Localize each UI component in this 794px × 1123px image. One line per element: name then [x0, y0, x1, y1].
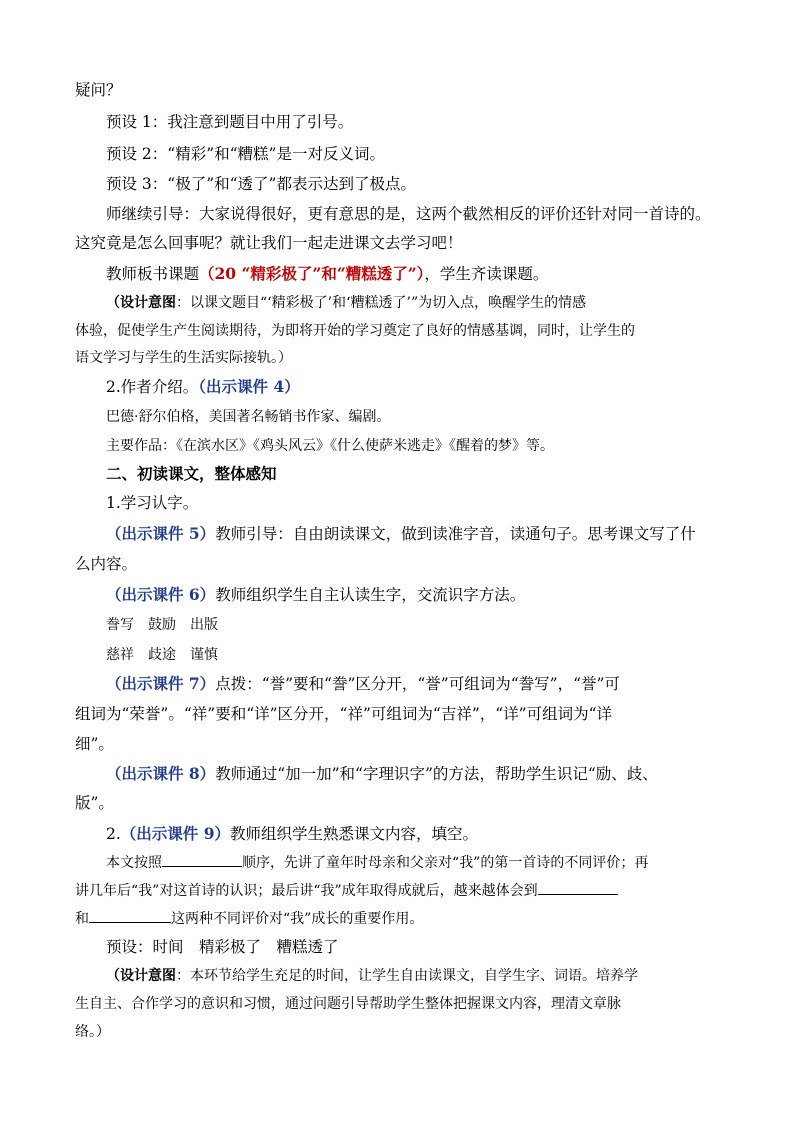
courseware-tag: （出示课件 6） [106, 585, 216, 604]
text-line: 预设：时间 精彩极了 糟糕透了 [106, 938, 339, 956]
courseware-tag: （出示课件 7） [106, 674, 216, 693]
text-line [106, 523, 696, 545]
text-span: ：本环节给学生充足的时间，让学生自由读课文，自学生字、词语。培养学 [176, 968, 638, 984]
text-span: 本文按照 [106, 855, 162, 871]
text-line: 巴德·舒尔伯格，美国著名畅销书作家、编剧。 [106, 409, 391, 425]
design-intent-line [106, 965, 638, 987]
text-span: 顺序，先讲了童年时母亲和父亲对“我”的第一首诗的不同评价；再 [242, 855, 649, 871]
text-span: 教师通过“加一加”和“字理识字”的方法，帮助学生识记“励、歧、 [215, 765, 658, 783]
text-span: 教师引导：自由朗读课文，做到读准字音，读通句子。思考课文写了什 [215, 525, 696, 543]
text-line: 预设 2：“精彩”和“糟糕”是一对反义词。 [106, 145, 385, 163]
design-intent-line [106, 292, 586, 314]
text-line: 预设 1：我注意到题目中用了引号。 [106, 113, 354, 131]
text-line: 疑问？ [75, 81, 122, 99]
answer-blank [538, 880, 618, 895]
text-line [106, 763, 658, 785]
text-span: 教师板书课题 [106, 265, 200, 283]
text-line: 主要作品：《在滨水区》《鸡头风云》《什么使萨米逃走》《醒着的梦》等。 [106, 438, 554, 454]
text-line: 体验，促使学生产生阅读期待，为即将开始的学习奠定了良好的情感基调，同时，让学生的 [75, 323, 635, 339]
courseware-tag: （出示课件 4） [198, 377, 300, 396]
answer-blank [162, 852, 242, 867]
text-span: 点拨：“誉”要和“誊”区分开，“誉”可组词为“誊写”，“誉”可 [215, 675, 620, 693]
courseware-tag: （出示课件 9） [120, 824, 230, 843]
text-line: 师继续引导：大家说得很好，更有意思的是，这两个截然相反的评价还针对同一首诗的。 [106, 205, 711, 223]
text-line: 组词为“荣誉”。“祥”要和“详”区分开，“祥”可组词为“吉祥”，“详”可组词为“详 [75, 705, 613, 723]
text-line [106, 376, 300, 398]
courseware-tag: （出示课件 5） [106, 524, 216, 543]
text-span: 2. [106, 825, 121, 843]
text-span: ：以课文题目“‘精彩极了’和‘糟糕透了’”为切入点，唤醒学生的情感 [176, 295, 587, 311]
text-span: 2.作者介绍。 [106, 378, 199, 396]
text-line: 细”。 [75, 735, 114, 753]
fill-blank-line [75, 880, 618, 902]
section-heading: 二、初读课文，整体感知 [106, 464, 277, 483]
text-span: 教师组织学生熟悉课文内容，填空。 [229, 825, 478, 843]
answer-blank [89, 908, 171, 923]
design-intent-label: （设计意图 [106, 968, 176, 984]
text-line: 生自主、合作学习的意识和习惯，通过问题引导帮助学生整体把握课文内容，理清文章脉 [75, 996, 621, 1012]
fill-blank-line [106, 852, 648, 874]
text-line: 版”。 [75, 794, 114, 812]
text-line [106, 263, 548, 285]
text-span: 和 [75, 911, 89, 927]
text-line [106, 673, 620, 695]
text-line: 1.学习认字。 [106, 494, 199, 512]
lesson-title-highlight: （20 “精彩极了”和“糟糕透了”） [199, 264, 425, 283]
text-line: 么内容。 [75, 555, 138, 573]
text-line: 语文学习与学生的生活实际接轨。） [75, 350, 292, 366]
text-span: 讲几年后“我”对这首诗的认识；最后讲“我”成年取得成就后，越来越体会到 [75, 883, 538, 899]
design-intent-label: （设计意图 [106, 295, 176, 311]
courseware-tag: （出示课件 8） [106, 764, 216, 783]
text-span: 这两种不同评价对“我”成长的重要作用。 [171, 911, 424, 927]
text-line: 预设 3：“极了”和“透了”都表示达到了极点。 [106, 175, 416, 193]
text-line: 络。） [75, 1024, 110, 1040]
text-line: 这究竟是怎么回事呢？就让我们一起走进课文去学习吧！ [75, 234, 463, 252]
fill-blank-line [75, 908, 423, 930]
text-line [106, 823, 478, 845]
vocab-line: 慈祥 歧途 谨慎 [106, 647, 218, 663]
vocab-line: 誊写 鼓励 出版 [106, 617, 218, 633]
text-line [106, 584, 525, 606]
text-span: ，学生齐读课题。 [424, 265, 549, 283]
text-span: 教师组织学生自主认读生字，交流识字方法。 [215, 586, 526, 604]
